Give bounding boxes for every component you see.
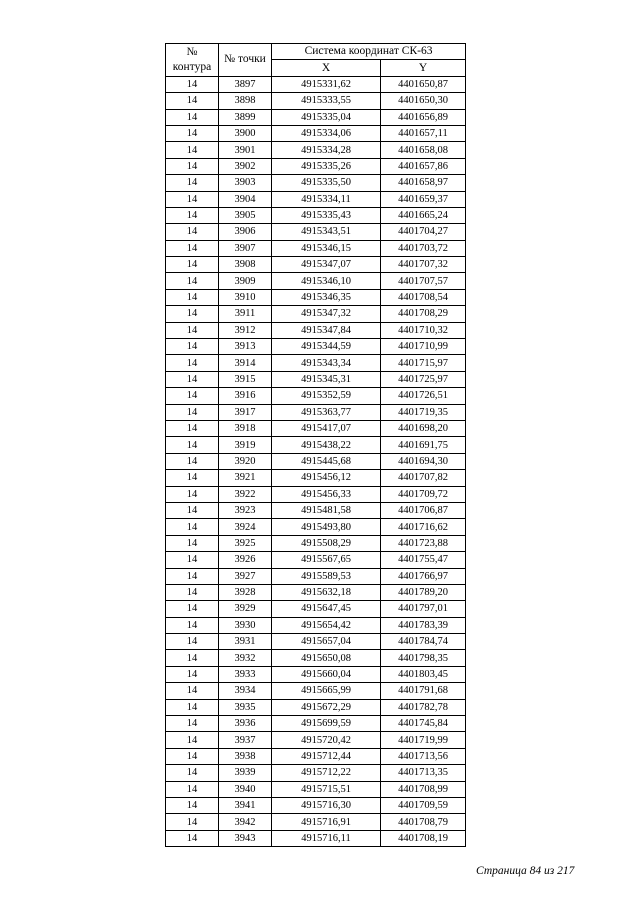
table-row [166,552,466,568]
x-cell: 4915672,29 [272,699,381,715]
point-cell: 3912 [219,322,272,338]
x-cell: 4915335,26 [272,158,381,174]
y-cell: 4401789,20 [381,584,466,600]
y-cell: 4401704,27 [381,224,466,240]
point-cell: 3903 [219,175,272,191]
contour-cell: 14 [166,142,219,158]
point-cell: 3933 [219,666,272,682]
point-cell: 3943 [219,830,272,846]
contour-cell: 14 [166,404,219,420]
point-cell: 3924 [219,519,272,535]
contour-cell: 14 [166,273,219,289]
point-cell: 3905 [219,207,272,223]
x-cell: 4915335,43 [272,207,381,223]
point-cell: 3935 [219,699,272,715]
y-cell: 4401783,39 [381,617,466,633]
contour-cell: 14 [166,748,219,764]
y-cell: 4401710,99 [381,339,466,355]
point-cell: 3904 [219,191,272,207]
table-row [166,355,466,371]
table-row [166,765,466,781]
contour-cell: 14 [166,519,219,535]
table-row [166,519,466,535]
x-cell: 4915632,18 [272,584,381,600]
table-row [166,781,466,797]
table-row [166,568,466,584]
table-row [166,683,466,699]
x-cell: 4915456,33 [272,486,381,502]
point-cell: 3898 [219,93,272,109]
y-cell: 4401713,56 [381,748,466,764]
table-row [166,666,466,682]
y-cell: 4401650,87 [381,76,466,92]
point-cell: 3908 [219,257,272,273]
y-cell: 4401708,29 [381,306,466,322]
table-row [166,650,466,666]
point-cell: 3934 [219,683,272,699]
table-body [166,76,466,846]
x-cell: 4915589,53 [272,568,381,584]
x-cell: 4915712,44 [272,748,381,764]
contour-cell: 14 [166,601,219,617]
table-row [166,634,466,650]
y-cell: 4401658,08 [381,142,466,158]
x-cell: 4915363,77 [272,404,381,420]
x-cell: 4915347,07 [272,257,381,273]
coordinates-table [165,43,466,847]
table-row [166,420,466,436]
table-row [166,437,466,453]
x-cell: 4915335,04 [272,109,381,125]
contour-cell: 14 [166,683,219,699]
contour-cell: 14 [166,191,219,207]
contour-cell: 14 [166,322,219,338]
table-row [166,93,466,109]
point-cell: 3927 [219,568,272,584]
contour-cell: 14 [166,650,219,666]
contour-cell: 14 [166,716,219,732]
point-cell: 3917 [219,404,272,420]
x-cell: 4915650,08 [272,650,381,666]
point-cell: 3918 [219,420,272,436]
table-row [166,584,466,600]
x-cell: 4915343,51 [272,224,381,240]
header-point-number: № точки [219,44,272,77]
y-cell: 4401665,24 [381,207,466,223]
table-row [166,240,466,256]
contour-cell: 14 [166,207,219,223]
point-cell: 3932 [219,650,272,666]
y-cell: 4401657,11 [381,125,466,141]
x-cell: 4915716,30 [272,797,381,813]
header-coordinate-system: Система координат СК-63 [272,44,466,60]
contour-cell: 14 [166,486,219,502]
point-cell: 3931 [219,634,272,650]
contour-cell: 14 [166,240,219,256]
x-cell: 4915347,32 [272,306,381,322]
contour-cell: 14 [166,568,219,584]
point-cell: 3919 [219,437,272,453]
point-cell: 3941 [219,797,272,813]
y-cell: 4401706,87 [381,502,466,518]
x-cell: 4915657,04 [272,634,381,650]
y-cell: 4401715,97 [381,355,466,371]
x-cell: 4915481,58 [272,502,381,518]
y-cell: 4401710,32 [381,322,466,338]
x-cell: 4915508,29 [272,535,381,551]
contour-cell: 14 [166,175,219,191]
y-cell: 4401709,72 [381,486,466,502]
x-cell: 4915345,31 [272,371,381,387]
contour-cell: 14 [166,93,219,109]
table-row [166,371,466,387]
point-cell: 3920 [219,453,272,469]
point-cell: 3902 [219,158,272,174]
header-contour-number [166,44,219,77]
contour-cell: 14 [166,699,219,715]
table-row [166,486,466,502]
y-cell: 4401798,35 [381,650,466,666]
x-cell: 4915699,59 [272,716,381,732]
x-cell: 4915456,12 [272,470,381,486]
contour-cell: 14 [166,732,219,748]
contour-cell: 14 [166,535,219,551]
contour-cell: 14 [166,257,219,273]
y-cell: 4401766,97 [381,568,466,584]
y-cell: 4401708,79 [381,814,466,830]
point-cell: 3907 [219,240,272,256]
y-cell: 4401726,51 [381,388,466,404]
x-cell: 4915335,50 [272,175,381,191]
y-cell: 4401723,88 [381,535,466,551]
y-cell: 4401659,37 [381,191,466,207]
x-cell: 4915660,04 [272,666,381,682]
y-cell: 4401719,35 [381,404,466,420]
contour-cell: 14 [166,125,219,141]
page-number: Страница 84 из 217 [476,865,575,877]
contour-cell: 14 [166,781,219,797]
point-cell: 3939 [219,765,272,781]
y-cell: 4401803,45 [381,666,466,682]
y-cell: 4401707,32 [381,257,466,273]
point-cell: 3942 [219,814,272,830]
y-cell: 4401755,47 [381,552,466,568]
x-cell: 4915334,11 [272,191,381,207]
y-cell: 4401708,99 [381,781,466,797]
table-row [166,748,466,764]
table-row [166,339,466,355]
table-row [166,158,466,174]
table-row [166,191,466,207]
point-cell: 3937 [219,732,272,748]
table-row [166,175,466,191]
contour-cell: 14 [166,420,219,436]
table-row [166,76,466,92]
x-cell: 4915334,28 [272,142,381,158]
contour-cell: 14 [166,339,219,355]
table-row [166,699,466,715]
table-row [166,716,466,732]
point-cell: 3923 [219,502,272,518]
point-cell: 3900 [219,125,272,141]
y-cell: 4401698,20 [381,420,466,436]
contour-cell: 14 [166,388,219,404]
table-row [166,224,466,240]
point-cell: 3930 [219,617,272,633]
table-row [166,289,466,305]
table-row [166,109,466,125]
y-cell: 4401791,68 [381,683,466,699]
x-cell: 4915346,35 [272,289,381,305]
point-cell: 3921 [219,470,272,486]
contour-cell: 14 [166,797,219,813]
point-cell: 3913 [219,339,272,355]
contour-cell: 14 [166,109,219,125]
y-cell: 4401713,35 [381,765,466,781]
x-cell: 4915346,10 [272,273,381,289]
y-cell: 4401716,62 [381,519,466,535]
point-cell: 3925 [219,535,272,551]
point-cell: 3910 [219,289,272,305]
x-cell: 4915343,34 [272,355,381,371]
x-cell: 4915346,15 [272,240,381,256]
table-row [166,502,466,518]
x-cell: 4915716,11 [272,830,381,846]
header-contour-line1: № [186,45,198,58]
table-row [166,306,466,322]
header-x: X [272,60,381,76]
table-row [166,388,466,404]
y-cell: 4401709,59 [381,797,466,813]
contour-cell: 14 [166,437,219,453]
x-cell: 4915331,62 [272,76,381,92]
point-cell: 3915 [219,371,272,387]
header-contour-line2: контура [172,60,212,73]
table-row [166,535,466,551]
x-cell: 4915417,07 [272,420,381,436]
contour-cell: 14 [166,289,219,305]
contour-cell: 14 [166,453,219,469]
point-cell: 3938 [219,748,272,764]
contour-cell: 14 [166,224,219,240]
contour-cell: 14 [166,814,219,830]
y-cell: 4401708,54 [381,289,466,305]
table-row [166,273,466,289]
y-cell: 4401797,01 [381,601,466,617]
x-cell: 4915716,91 [272,814,381,830]
contour-cell: 14 [166,470,219,486]
y-cell: 4401658,97 [381,175,466,191]
x-cell: 4915567,65 [272,552,381,568]
y-cell: 4401784,74 [381,634,466,650]
contour-cell: 14 [166,634,219,650]
x-cell: 4915654,42 [272,617,381,633]
table-row [166,830,466,846]
y-cell: 4401707,57 [381,273,466,289]
point-cell: 3899 [219,109,272,125]
contour-cell: 14 [166,830,219,846]
x-cell: 4915352,59 [272,388,381,404]
x-cell: 4915720,42 [272,732,381,748]
point-cell: 3936 [219,716,272,732]
point-cell: 3929 [219,601,272,617]
point-cell: 3914 [219,355,272,371]
x-cell: 4915665,99 [272,683,381,699]
contour-cell: 14 [166,584,219,600]
contour-cell: 14 [166,552,219,568]
y-cell: 4401691,75 [381,437,466,453]
table-row [166,470,466,486]
point-cell: 3928 [219,584,272,600]
x-cell: 4915647,45 [272,601,381,617]
table-header [166,44,466,77]
x-cell: 4915347,84 [272,322,381,338]
contour-cell: 14 [166,158,219,174]
table-row [166,207,466,223]
x-cell: 4915438,22 [272,437,381,453]
table-row [166,797,466,813]
table-row [166,142,466,158]
contour-cell: 14 [166,76,219,92]
contour-cell: 14 [166,355,219,371]
table-row [166,732,466,748]
point-cell: 3916 [219,388,272,404]
point-cell: 3926 [219,552,272,568]
contour-cell: 14 [166,371,219,387]
point-cell: 3901 [219,142,272,158]
table-row [166,617,466,633]
header-y: Y [381,60,466,76]
y-cell: 4401719,99 [381,732,466,748]
x-cell: 4915493,80 [272,519,381,535]
x-cell: 4915344,59 [272,339,381,355]
y-cell: 4401703,72 [381,240,466,256]
y-cell: 4401694,30 [381,453,466,469]
y-cell: 4401745,84 [381,716,466,732]
y-cell: 4401708,19 [381,830,466,846]
x-cell: 4915445,68 [272,453,381,469]
table-row [166,453,466,469]
contour-cell: 14 [166,306,219,322]
table-row [166,322,466,338]
point-cell: 3911 [219,306,272,322]
x-cell: 4915715,51 [272,781,381,797]
point-cell: 3922 [219,486,272,502]
point-cell: 3940 [219,781,272,797]
y-cell: 4401782,78 [381,699,466,715]
table-row [166,814,466,830]
x-cell: 4915334,06 [272,125,381,141]
y-cell: 4401707,82 [381,470,466,486]
contour-cell: 14 [166,617,219,633]
table-row [166,257,466,273]
table-row [166,125,466,141]
point-cell: 3897 [219,76,272,92]
table-row [166,404,466,420]
point-cell: 3909 [219,273,272,289]
y-cell: 4401657,86 [381,158,466,174]
y-cell: 4401650,30 [381,93,466,109]
y-cell: 4401656,89 [381,109,466,125]
x-cell: 4915712,22 [272,765,381,781]
point-cell: 3906 [219,224,272,240]
table-row [166,601,466,617]
contour-cell: 14 [166,765,219,781]
contour-cell: 14 [166,666,219,682]
y-cell: 4401725,97 [381,371,466,387]
contour-cell: 14 [166,502,219,518]
x-cell: 4915333,55 [272,93,381,109]
